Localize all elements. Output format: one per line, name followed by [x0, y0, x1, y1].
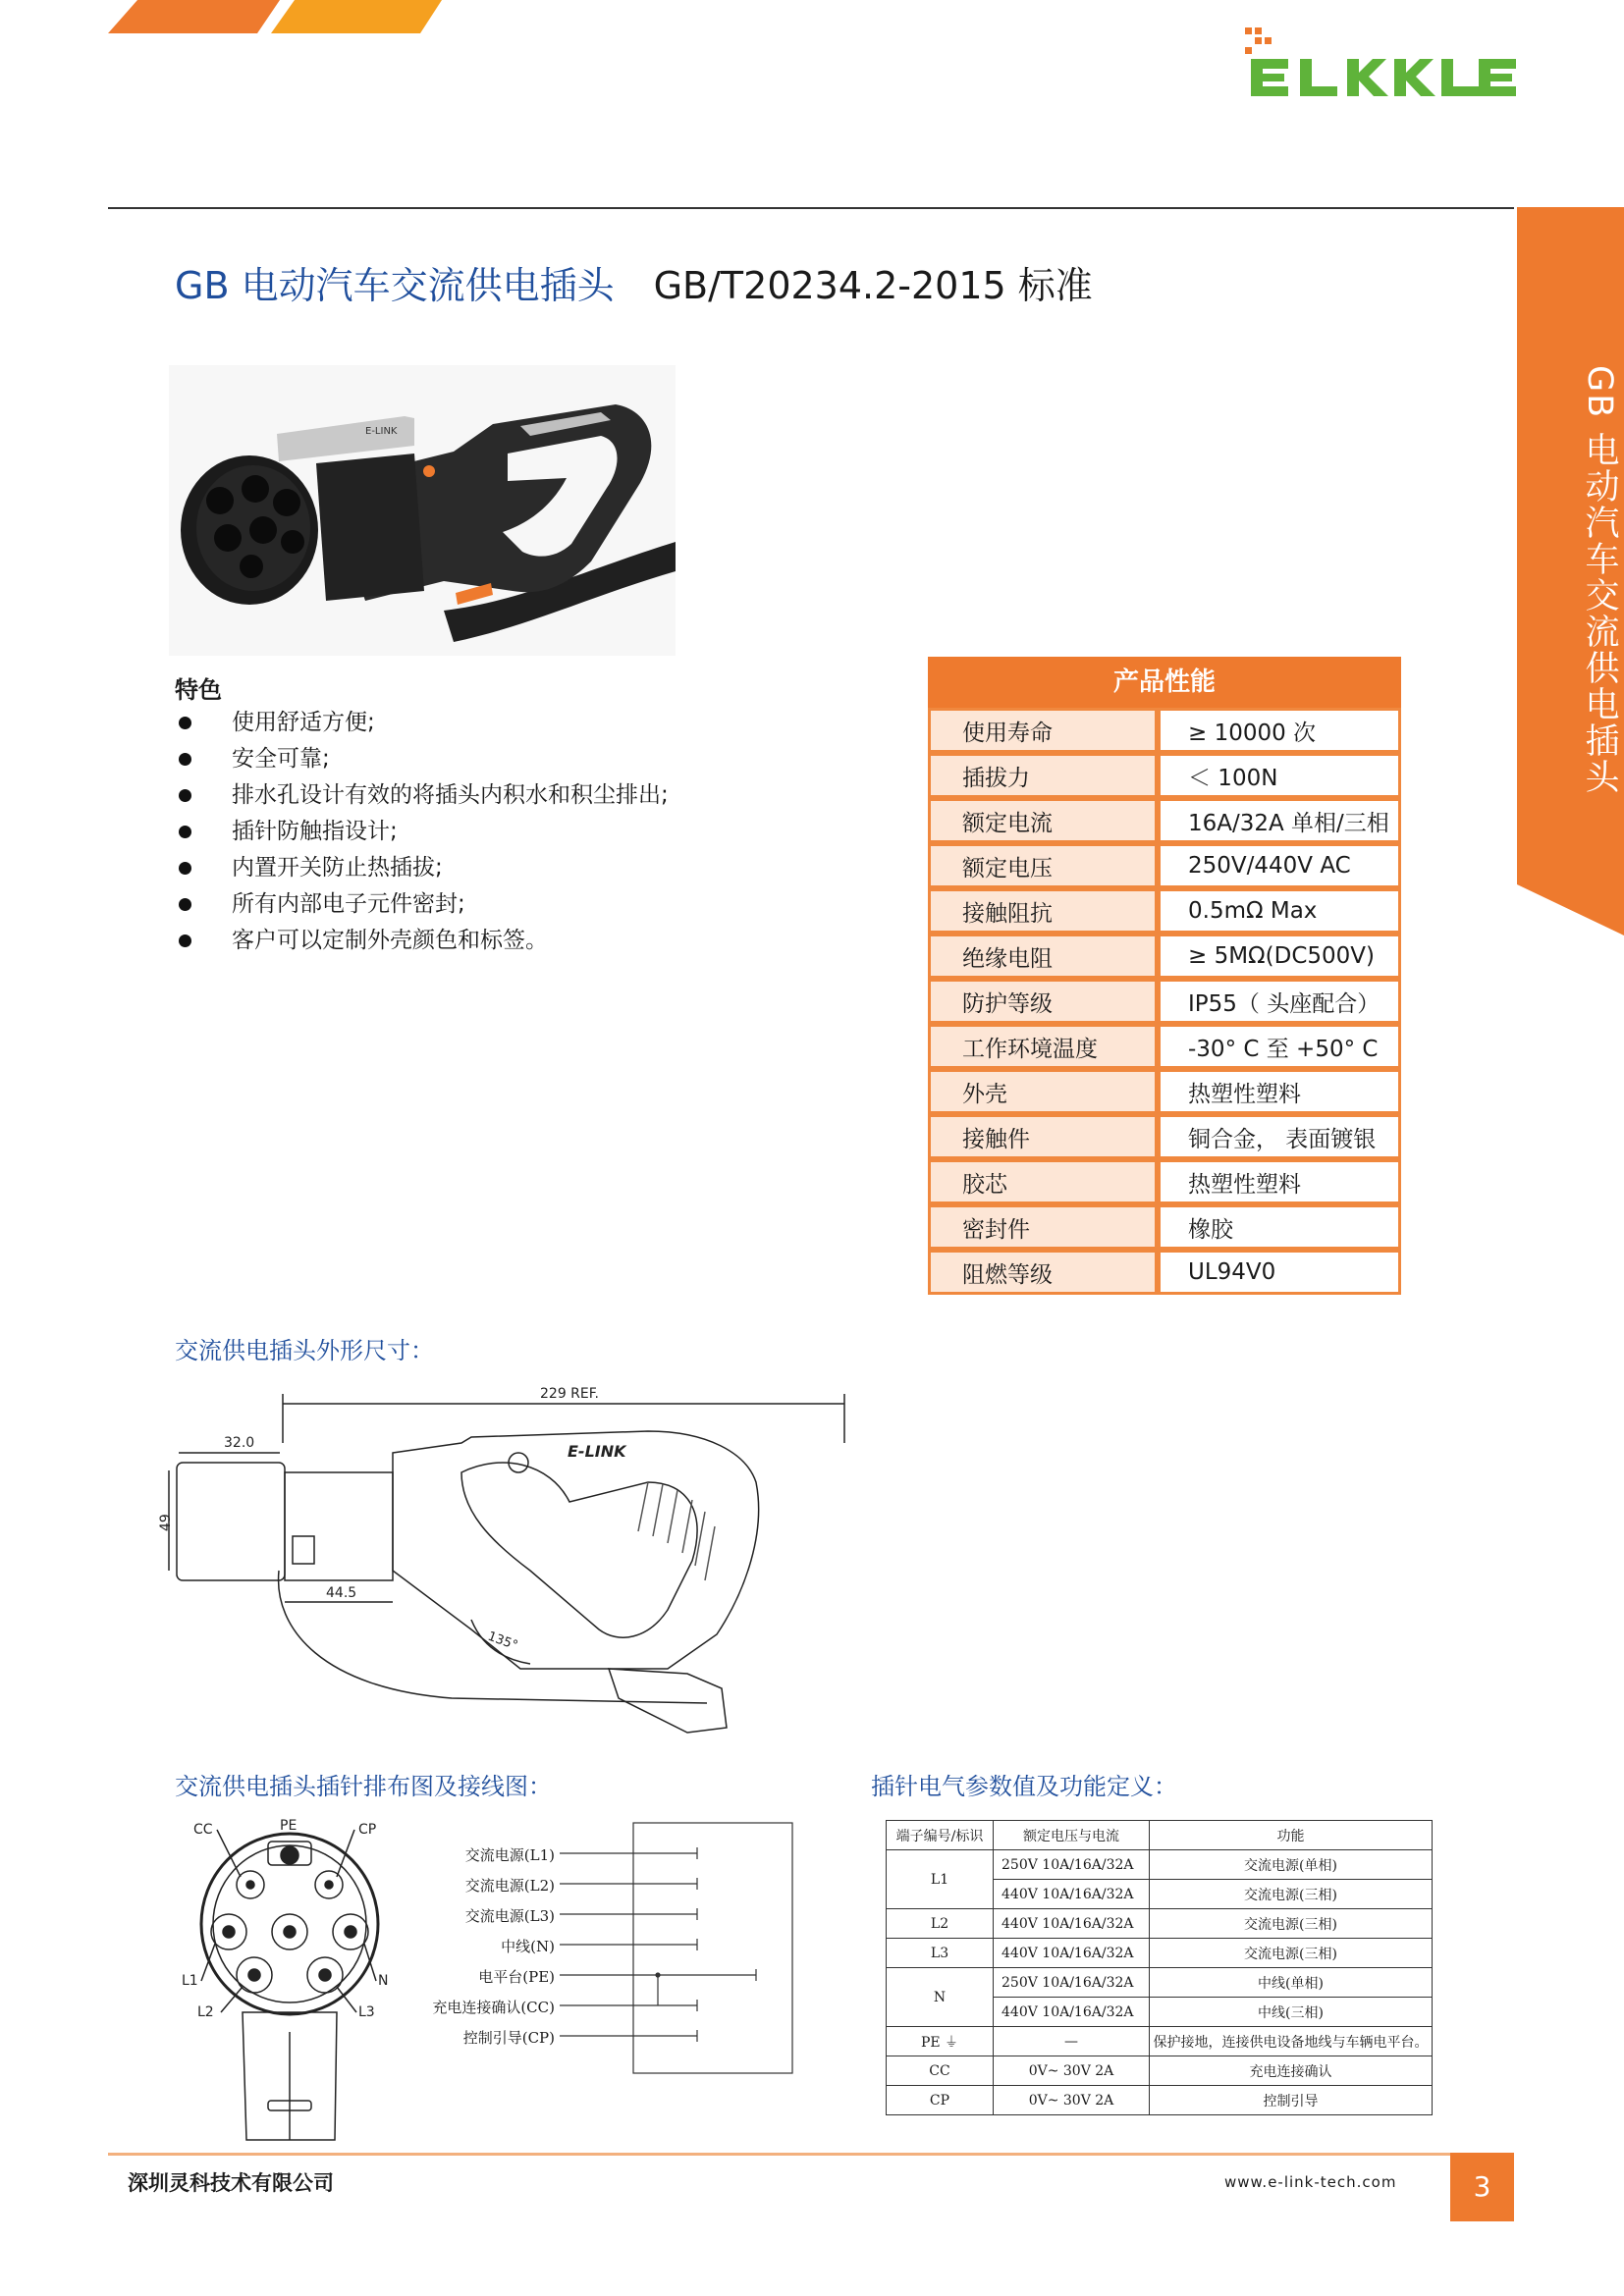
spec-value: 热塑性塑料 — [1158, 1069, 1401, 1114]
table-row — [928, 1204, 1401, 1250]
table-row — [928, 1159, 1401, 1204]
wire-label: 交流电源(L3) — [464, 1907, 555, 1925]
photo-brand-label: E-LINK — [365, 426, 398, 437]
table-row — [887, 2027, 1433, 2056]
header-stripes — [108, 0, 442, 39]
param-section-label: 插针电气参数值及功能定义： — [871, 1773, 1177, 1800]
dimension-drawing — [157, 1374, 864, 1737]
spec-key: 胶芯 — [928, 1159, 1158, 1204]
wire-label: 充电连接确认(CC) — [432, 1999, 555, 2016]
pin-rating: 250V 10A/16A/32A — [994, 1968, 1150, 1998]
spec-key: 阻燃等级 — [928, 1250, 1158, 1295]
performance-table — [928, 708, 1401, 1295]
table-row — [887, 1939, 1433, 1968]
table-row — [928, 979, 1401, 1024]
side-tab — [1517, 207, 1624, 935]
spec-key: 工作环境温度 — [928, 1024, 1158, 1069]
spec-key: 绝缘电阻 — [928, 934, 1158, 979]
page-title — [175, 255, 1093, 309]
table-row — [928, 843, 1401, 888]
pin-function: 控制引导 — [1150, 2086, 1433, 2115]
pin-id: N — [887, 1968, 994, 2027]
pin-function: 充电连接确认 — [1150, 2056, 1433, 2086]
table-row — [928, 753, 1401, 798]
spec-value: 热塑性塑料 — [1158, 1159, 1401, 1204]
pin-label-cp: CP — [358, 1822, 377, 1838]
pin-function: 交流电源(三相) — [1150, 1880, 1433, 1909]
pin-function: 交流电源(三相) — [1150, 1939, 1433, 1968]
footer-divider — [108, 2153, 1514, 2156]
pin-function: 中线(三相) — [1150, 1998, 1433, 2027]
header-divider — [108, 207, 1514, 209]
spec-value: 铜合金， 表面镀银 — [1158, 1114, 1401, 1159]
pin-id: CP — [887, 2086, 994, 2115]
wire-label: 电平台(PE) — [478, 1968, 555, 1986]
feature-item: 客户可以定制外壳颜色和标签。 — [175, 923, 669, 959]
dim-angle: 135° — [485, 1629, 520, 1654]
pin-function: 中线(单相) — [1150, 1968, 1433, 1998]
spec-key: 接触件 — [928, 1114, 1158, 1159]
table-row — [928, 1250, 1401, 1295]
pin-rating: 440V 10A/16A/32A — [994, 1939, 1150, 1968]
pin-label-cc: CC — [193, 1822, 213, 1838]
column-header: 额定电压与电流 — [994, 1821, 1150, 1850]
pin-rating: — — [994, 2027, 1150, 2056]
pin-rating: 440V 10A/16A/32A — [994, 1880, 1150, 1909]
pin-label-n: N — [378, 1973, 389, 1989]
pin-id: L2 — [887, 1909, 994, 1939]
table-row — [928, 1114, 1401, 1159]
wire-label: 中线(N) — [501, 1938, 555, 1955]
wire-label: 交流电源(L2) — [464, 1877, 555, 1895]
spec-value: ≥ 10000 次 — [1158, 708, 1401, 753]
spec-value: UL94V0 — [1158, 1250, 1401, 1295]
page-number: 3 — [1450, 2153, 1514, 2221]
pin-function: 交流电源(单相) — [1150, 1850, 1433, 1880]
spec-value: IP55（ 头座配合） — [1158, 979, 1401, 1024]
feature-item: 安全可靠; — [175, 741, 669, 777]
pin-label-pe: PE — [280, 1818, 298, 1834]
performance-header: 产品性能 — [928, 657, 1401, 708]
pin-section-label: 交流供电插头插针排布图及接线图： — [175, 1773, 552, 1800]
table-row — [887, 1968, 1433, 1998]
spec-key: 接触阻抗 — [928, 888, 1158, 934]
table-row — [887, 1850, 1433, 1880]
wire-label: 交流电源(L1) — [464, 1846, 555, 1864]
performance-panel — [928, 657, 1401, 1295]
table-row — [928, 1069, 1401, 1114]
feature-item: 排水孔设计有效的将插头内积水和积尘排出; — [175, 777, 669, 814]
pin-id: PE ⏚ — [887, 2027, 994, 2056]
pin-rating: 440V 10A/16A/32A — [994, 1998, 1150, 2027]
spec-key: 外壳 — [928, 1069, 1158, 1114]
feature-item: 内置开关防止热插拔; — [175, 850, 669, 886]
spec-value: ＜ 100N — [1158, 753, 1401, 798]
pin-function: 保护接地，连接供电设备地线与车辆电平台。 — [1150, 2027, 1433, 2056]
spec-key: 防护等级 — [928, 979, 1158, 1024]
spec-value: ≥ 5MΩ(DC500V) — [1158, 934, 1401, 979]
footer-url[interactable]: www.e-link-tech.com — [1224, 2173, 1397, 2191]
spec-key: 插拔力 — [928, 753, 1158, 798]
dim-front: 32.0 — [224, 1435, 255, 1451]
dim-overall: 229 REF. — [540, 1386, 599, 1402]
feature-item: 使用舒适方便; — [175, 705, 669, 741]
column-header: 端子编号/标识 — [887, 1821, 994, 1850]
pin-function: 交流电源(三相) — [1150, 1909, 1433, 1939]
dimension-section-label: 交流供电插头外形尺寸： — [175, 1337, 434, 1364]
pin-rating: 0V~ 30V 2A — [994, 2086, 1150, 2115]
side-tab-label: GB 电动汽车交流供电插头 — [1580, 364, 1619, 796]
pin-id: L3 — [887, 1939, 994, 1968]
table-row — [928, 1024, 1401, 1069]
spec-value: 0.5mΩ Max — [1158, 888, 1401, 934]
spec-key: 密封件 — [928, 1204, 1158, 1250]
spec-key: 额定电流 — [928, 798, 1158, 843]
pin-parameter-table — [886, 1820, 1433, 2115]
wiring-diagram — [422, 1821, 795, 2076]
product-photo — [169, 365, 676, 656]
features-list — [175, 705, 669, 959]
pin-rating: 250V 10A/16A/32A — [994, 1850, 1150, 1880]
footer-company: 深圳灵科技术有限公司 — [128, 2171, 334, 2195]
table-row — [928, 708, 1401, 753]
feature-item: 插针防触指设计; — [175, 814, 669, 850]
dim-depth: 44.5 — [326, 1585, 357, 1601]
pin-label-l1: L1 — [182, 1973, 198, 1989]
pin-label-l2: L2 — [197, 2004, 214, 2020]
column-header: 功能 — [1150, 1821, 1433, 1850]
spec-value: 橡胶 — [1158, 1204, 1401, 1250]
table-row — [928, 934, 1401, 979]
table-row — [887, 1909, 1433, 1939]
table-row — [928, 798, 1401, 843]
wire-label: 控制引导(CP) — [462, 2029, 555, 2047]
spec-key: 额定电压 — [928, 843, 1158, 888]
spec-key: 使用寿命 — [928, 708, 1158, 753]
table-row — [887, 2056, 1433, 2086]
dim-brand: E-LINK — [568, 1442, 626, 1461]
pin-layout-drawing — [182, 1816, 407, 2150]
feature-item: 所有内部电子元件密封; — [175, 886, 669, 923]
table-row — [887, 2086, 1433, 2115]
title-standard: GB/T20234.2-2015 标准 — [653, 264, 1093, 307]
pin-rating: 0V~ 30V 2A — [994, 2056, 1150, 2086]
company-logo — [1239, 24, 1524, 102]
spec-value: -30° C 至 +50° C — [1158, 1024, 1401, 1069]
dim-height: 49 — [158, 1514, 174, 1531]
pin-id: CC — [887, 2056, 994, 2086]
features-heading: 特色 — [175, 676, 222, 704]
pin-id: L1 — [887, 1850, 994, 1909]
table-row — [928, 888, 1401, 934]
table-header-row — [887, 1821, 1433, 1850]
spec-value: 250V/440V AC — [1158, 843, 1401, 888]
pin-label-l3: L3 — [358, 2004, 375, 2020]
spec-value: 16A/32A 单相/三相 — [1158, 798, 1401, 843]
pin-rating: 440V 10A/16A/32A — [994, 1909, 1150, 1939]
title-main: GB 电动汽车交流供电插头 — [175, 264, 615, 307]
